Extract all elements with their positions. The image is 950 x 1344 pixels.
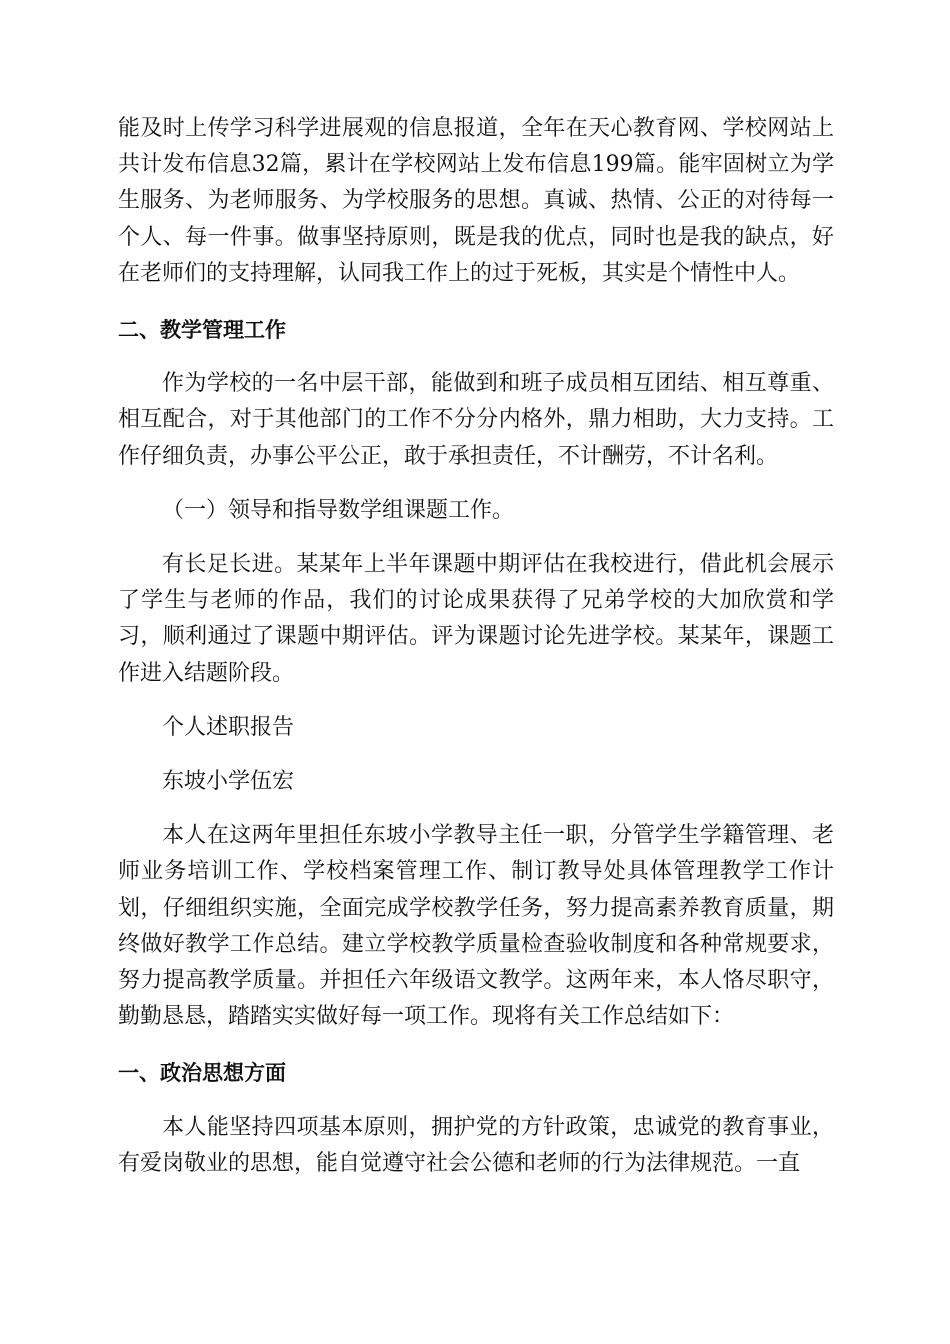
paragraph-mid-level-cadre: 作为学校的一名中层干部，能做到和班子成员相互团结、相互尊重、相互配合，对于其他部门的工作不分分内格外，鼎力相助，大力支持。工作仔细负责，办事公平公正，敢于承担责任，不计酬劳，不计名利。: [118, 371, 834, 469]
report-author: 东坡小学伍宏: [162, 769, 295, 795]
section-heading-teaching-management: 二、教学管理工作: [118, 318, 286, 343]
document-body: [118, 111, 834, 1182]
report-title: 个人述职报告: [162, 714, 295, 740]
paragraph-political-principles: 本人能坚持四项基本原则，拥护党的方针政策，忠诚党的教育事业，有爱岗敬业的思想，能自觉遵守社会公德和老师的行为法律规范。一直: [118, 1114, 834, 1176]
section-heading-political-thought: 一、政治思想方面: [118, 1061, 286, 1086]
paragraph-subsection-math-research: （一）领导和指导数学组课题工作。: [162, 497, 515, 523]
paragraph-info-reports: 能及时上传学习科学进展观的信息报道，全年在天心教育网、学校网站上共计发布信息32篇，累计在学校网站上发布信息199篇。能牢固树立为学生服务、为老师服务、为学校服务的思想。真诚、热情、公正的对待每一个人、每一件事。做事坚持原则，既是我的优点，同时也是我的缺点，好在老师们的支持理解，认同我工作上的过于死板，其实是个情性中人。: [118, 116, 834, 286]
paragraph-research-progress: 有长足长进。某某年上半年课题中期评估在我校进行，借此机会展示了学生与老师的作品，我们的讨论成果获得了兄弟学校的大加欣赏和学习，顺利通过了课题中期评估。评为课题讨论先进学校。某某年，课题工作进入结题阶段。: [118, 552, 834, 686]
paragraph-role-summary: 本人在这两年里担任东坡小学教导主任一职，分管学生学籍管理、老师业务培训工作、学校档案管理工作、制订教导处具体管理教学工作计划，仔细组织实施，全面完成学校教学任务，努力提高素养教育质量，期终做好教学工作总结。建立学校教学质量检查验收制度和各种常规要求，努力提高教学质量。并担任六年级语文教学。这两年来，本人恪尽职守，勤勤恳恳，踏踏实实做好每一项工作。现将有关工作总结如下：: [118, 823, 834, 1030]
